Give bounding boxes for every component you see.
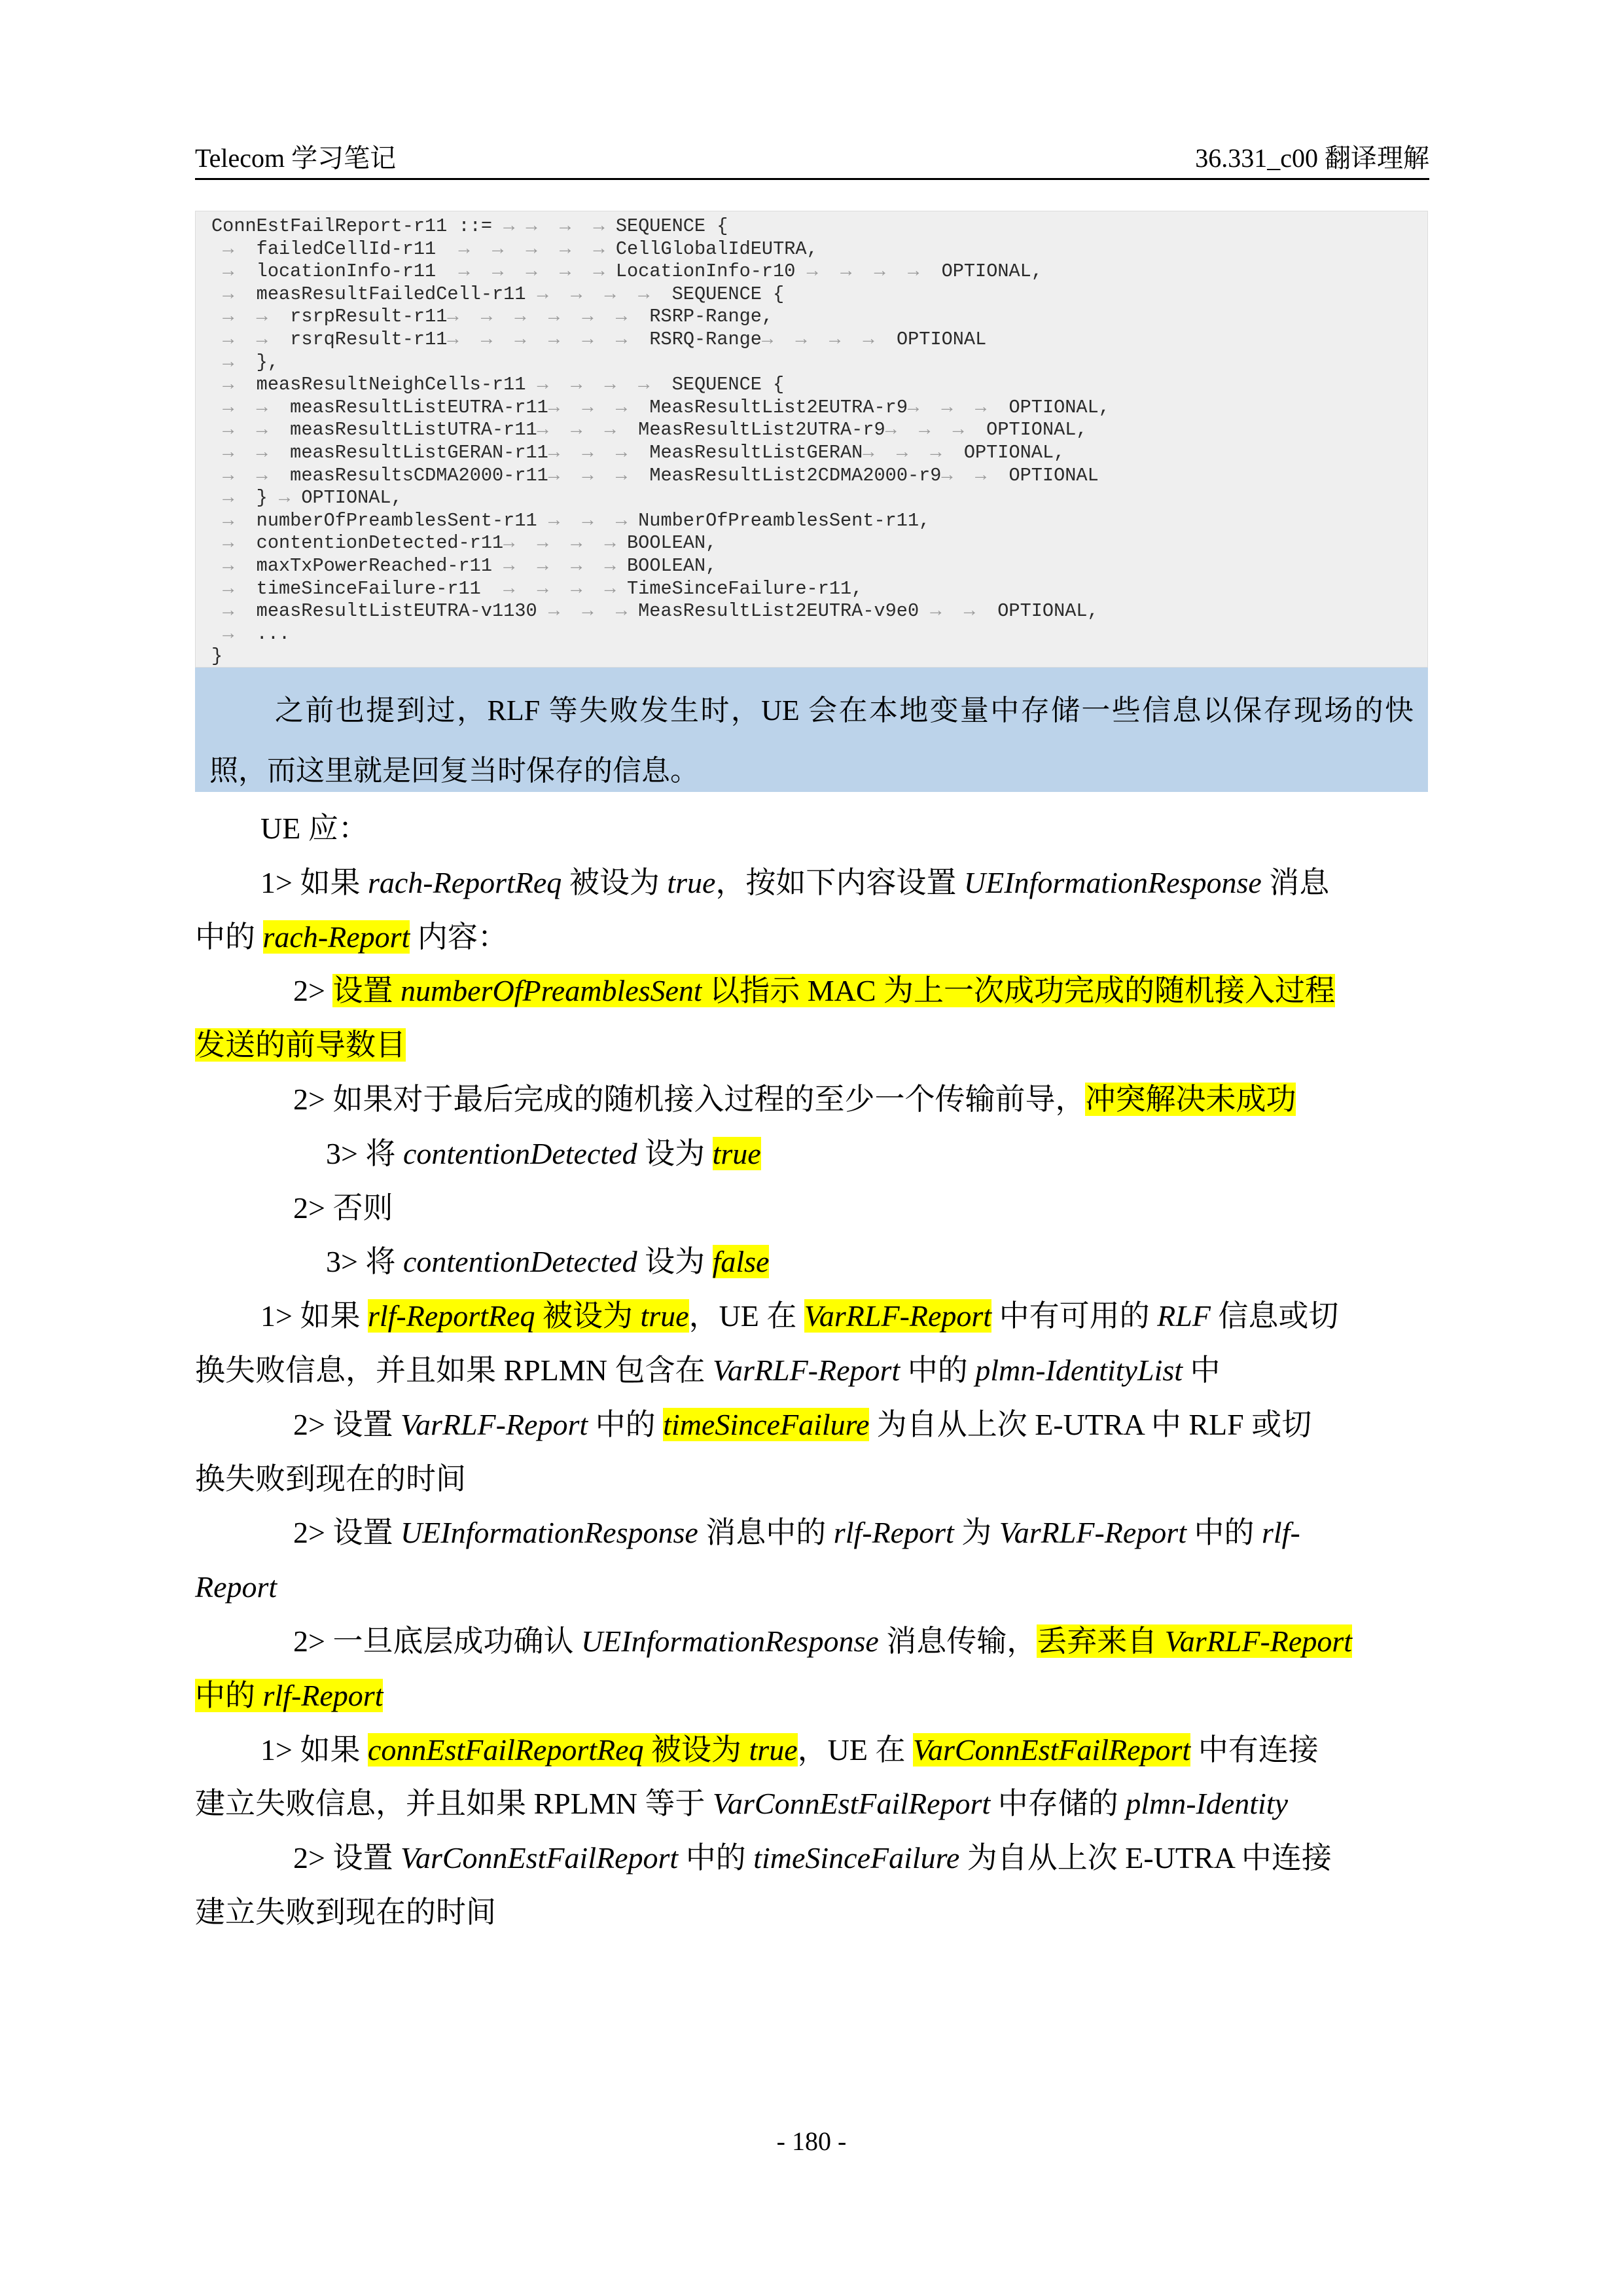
text-run: 消息中的	[698, 1516, 834, 1550]
text-run: 中有可用的	[991, 1299, 1158, 1333]
text-run: UEInformationResponse	[963, 865, 1262, 899]
code-line: → } → OPTIONAL,	[223, 487, 402, 509]
text-run: rlf-	[1261, 1516, 1300, 1550]
body-line	[195, 1080, 1431, 1119]
highlighted-text: rlf-ReportReq	[367, 1299, 535, 1333]
text-run: plmn-IdentityList	[975, 1354, 1183, 1387]
text-run: 内容：	[410, 920, 508, 954]
body-line	[195, 971, 1431, 1011]
highlighted-text: rach-Report	[262, 920, 410, 954]
highlighted-text: 丢弃来自	[1037, 1624, 1165, 1658]
text-run: rlf-Report	[833, 1516, 954, 1550]
text-run: RLF	[1157, 1299, 1211, 1333]
asn1-code	[211, 215, 1110, 668]
body-line	[195, 1731, 1431, 1770]
code-line: → measResultNeighCells-r11 → → → → SEQUENCE {	[223, 374, 785, 396]
text-run: 2> 设置	[293, 1516, 401, 1550]
text-run: contentionDetected	[402, 1245, 637, 1279]
code-line: → },	[223, 351, 279, 373]
page-number: - 180 -	[776, 2126, 847, 2156]
text-run: 建立失败信息，并且如果 RPLMN 等于	[195, 1787, 713, 1821]
text-run: 信息或切	[1210, 1299, 1339, 1333]
code-line: → timeSinceFailure-r11 → → → → TimeSinceFailure-r11,	[223, 577, 863, 600]
text-run: 中有连接	[1190, 1732, 1319, 1767]
code-line: → ...	[223, 622, 291, 645]
text-run: 2> 一旦底层成功确认	[293, 1624, 581, 1658]
text-run: 消息	[1261, 865, 1330, 899]
text-run: 1> 如果	[260, 1299, 368, 1333]
text-run: 3> 将	[326, 1245, 403, 1279]
text-run: 1> 如果	[260, 865, 368, 899]
text-run: 被设为	[562, 865, 668, 899]
body-line	[195, 1893, 1431, 1932]
text-run: 2> 设置	[293, 1407, 401, 1441]
highlighted-text: connEstFailReportReq	[367, 1732, 644, 1767]
highlighted-text: timeSinceFailure	[663, 1407, 870, 1441]
highlighted-text: 中的	[195, 1678, 263, 1712]
body-line	[195, 1784, 1431, 1823]
text-run: 2> 否则	[293, 1191, 393, 1225]
text-run: 为自从上次 E-UTRA 中连接	[959, 1841, 1332, 1875]
code-line: → contentionDetected-r11→ → → → BOOLEAN,	[223, 532, 717, 554]
text-run: 中的	[588, 1407, 664, 1441]
body-line	[195, 1568, 1431, 1607]
body-line	[195, 918, 1431, 957]
text-run: UEInformationResponse	[580, 1624, 879, 1658]
text-run: 设为	[637, 1136, 713, 1170]
text-run: VarRLF-Report	[400, 1407, 588, 1441]
body-line	[195, 1026, 1431, 1065]
text-run: 中的	[195, 920, 263, 954]
body-line	[195, 1405, 1431, 1444]
text-run: 设为	[637, 1245, 713, 1279]
highlighted-text: VarConnEstFailReport	[912, 1732, 1191, 1767]
highlighted-text: true	[712, 1136, 761, 1170]
code-line: → → measResultsCDMA2000-r11→ → → MeasResultList2CDMA2000-r9→ → OPTIONAL	[223, 464, 1099, 486]
code-line: → failedCellId-r11 → → → → → CellGlobalIdEUTRA,	[223, 238, 818, 260]
text-run: 中存储的	[990, 1787, 1126, 1821]
code-line: → numberOfPreamblesSent-r11 → → → NumberOfPreamblesSent-r11,	[223, 509, 931, 531]
text-run: 为自从上次 E-UTRA 中 RLF 或切	[869, 1407, 1312, 1441]
highlighted-text: 以指示 MAC 为上一次成功完成的随机接入过程	[702, 974, 1336, 1008]
code-line: → → measResultListUTRA-r11→ → → MeasResultList2UTRA-r9→ → → OPTIONAL,	[223, 419, 1088, 441]
text-run: VarRLF-Report	[712, 1354, 901, 1387]
text-run: 消息传输，	[878, 1624, 1037, 1658]
highlighted-text: false	[712, 1245, 770, 1279]
text-run: UEInformationResponse	[400, 1516, 698, 1550]
text-run: 中	[1183, 1354, 1221, 1387]
text-run: ，UE 在	[797, 1732, 913, 1767]
text-run: 为	[954, 1516, 999, 1550]
text-run: 换失败到现在的时间	[195, 1462, 466, 1496]
text-run: contentionDetected	[402, 1136, 637, 1170]
text-run: 中的	[678, 1841, 754, 1875]
text-run: rach-ReportReq	[367, 865, 562, 899]
code-line: → → measResultListEUTRA-r11→ → → MeasResultList2EUTRA-r9→ → → OPTIONAL,	[223, 396, 1110, 418]
text-run: 2> 设置	[293, 1841, 401, 1875]
body-line	[195, 1676, 1431, 1715]
text-run: 中的	[1186, 1516, 1262, 1550]
highlighted-text: rlf-Report	[262, 1678, 383, 1712]
text-run: 2>	[293, 974, 333, 1008]
code-line: → → measResultListGERAN-r11→ → → MeasResultListGERAN→ → → OPTIONAL,	[223, 441, 1065, 463]
body-line	[195, 1622, 1431, 1661]
code-line: → → rsrpResult-r11→ → → → → → RSRP-Range,	[223, 306, 774, 328]
text-run: 中的	[900, 1354, 976, 1387]
header-left: Telecom 学习笔记	[195, 143, 397, 173]
text-run: plmn-Identity	[1126, 1787, 1289, 1821]
header-rule	[195, 178, 1429, 180]
highlighted-text: 被设为	[643, 1732, 749, 1767]
highlighted-text: VarRLF-Report	[1164, 1624, 1352, 1658]
body-line	[195, 1297, 1431, 1336]
text-run: 3> 将	[326, 1136, 403, 1170]
text-run: timeSinceFailure	[753, 1841, 960, 1875]
code-line: → measResultFailedCell-r11 → → → → SEQUENCE {	[223, 283, 785, 305]
body-line	[195, 1189, 1431, 1228]
code-line: → → rsrqResult-r11→ → → → → → RSRQ-Range→ → → → OPTIONAL	[223, 328, 987, 350]
highlighted-text: 被设为	[535, 1299, 641, 1333]
text-run: 建立失败到现在的时间	[195, 1895, 496, 1929]
highlighted-text: 设置	[332, 974, 401, 1008]
text-run: VarConnEstFailReport	[400, 1841, 679, 1875]
text-run: true	[667, 865, 716, 899]
body-line	[195, 863, 1431, 903]
highlighted-text: VarRLF-Report	[804, 1299, 992, 1333]
code-line: → maxTxPowerReached-r11 → → → → BOOLEAN,	[223, 554, 717, 577]
text-run: ，按如下内容设置	[715, 865, 964, 899]
code-line: → locationInfo-r11 → → → → → LocationInfo-r10 → → → → OPTIONAL,	[223, 260, 1043, 283]
blue-note-box: 之前也提到过，RLF 等失败发生时，UE 会在本地变量中存储一些信息以保存现场的快照，而这里就是回复当时保存的信息。	[195, 668, 1428, 792]
asn1-code-block	[195, 211, 1428, 668]
code-line: → measResultListEUTRA-v1130 → → → MeasResultList2EUTRA-v9e0 → → OPTIONAL,	[223, 600, 1099, 622]
code-line: }	[211, 645, 223, 668]
text-run: Report	[195, 1570, 277, 1604]
body-line	[195, 1242, 1431, 1282]
body-line	[195, 1134, 1431, 1174]
text-run: ，UE 在	[688, 1299, 804, 1333]
header-right: 36.331_c00 翻译理解	[1195, 143, 1429, 173]
text-run: 2> 如果对于最后完成的随机接入过程的至少一个传输前导，	[293, 1083, 1086, 1116]
body-line	[195, 1460, 1431, 1499]
highlighted-text: 冲突解决未成功	[1085, 1083, 1296, 1116]
text-run: 换失败信息，并且如果 RPLMN 包含在	[195, 1354, 713, 1387]
text-run: UE 应：	[260, 812, 368, 845]
body-line	[195, 1513, 1431, 1552]
body-line	[195, 809, 1431, 848]
highlighted-text: true	[749, 1732, 798, 1767]
body-line	[195, 1351, 1431, 1390]
text-run: VarConnEstFailReport	[712, 1787, 991, 1821]
highlighted-text: numberOfPreamblesSent	[400, 974, 702, 1008]
code-line: ConnEstFailReport-r11 ::= → → → → SEQUENCE {	[211, 215, 728, 237]
highlighted-text: true	[640, 1299, 689, 1333]
highlighted-text: 发送的前导数目	[195, 1028, 406, 1062]
body-line	[195, 1839, 1431, 1878]
text-run: VarRLF-Report	[999, 1516, 1186, 1550]
text-run: 1> 如果	[260, 1732, 368, 1767]
